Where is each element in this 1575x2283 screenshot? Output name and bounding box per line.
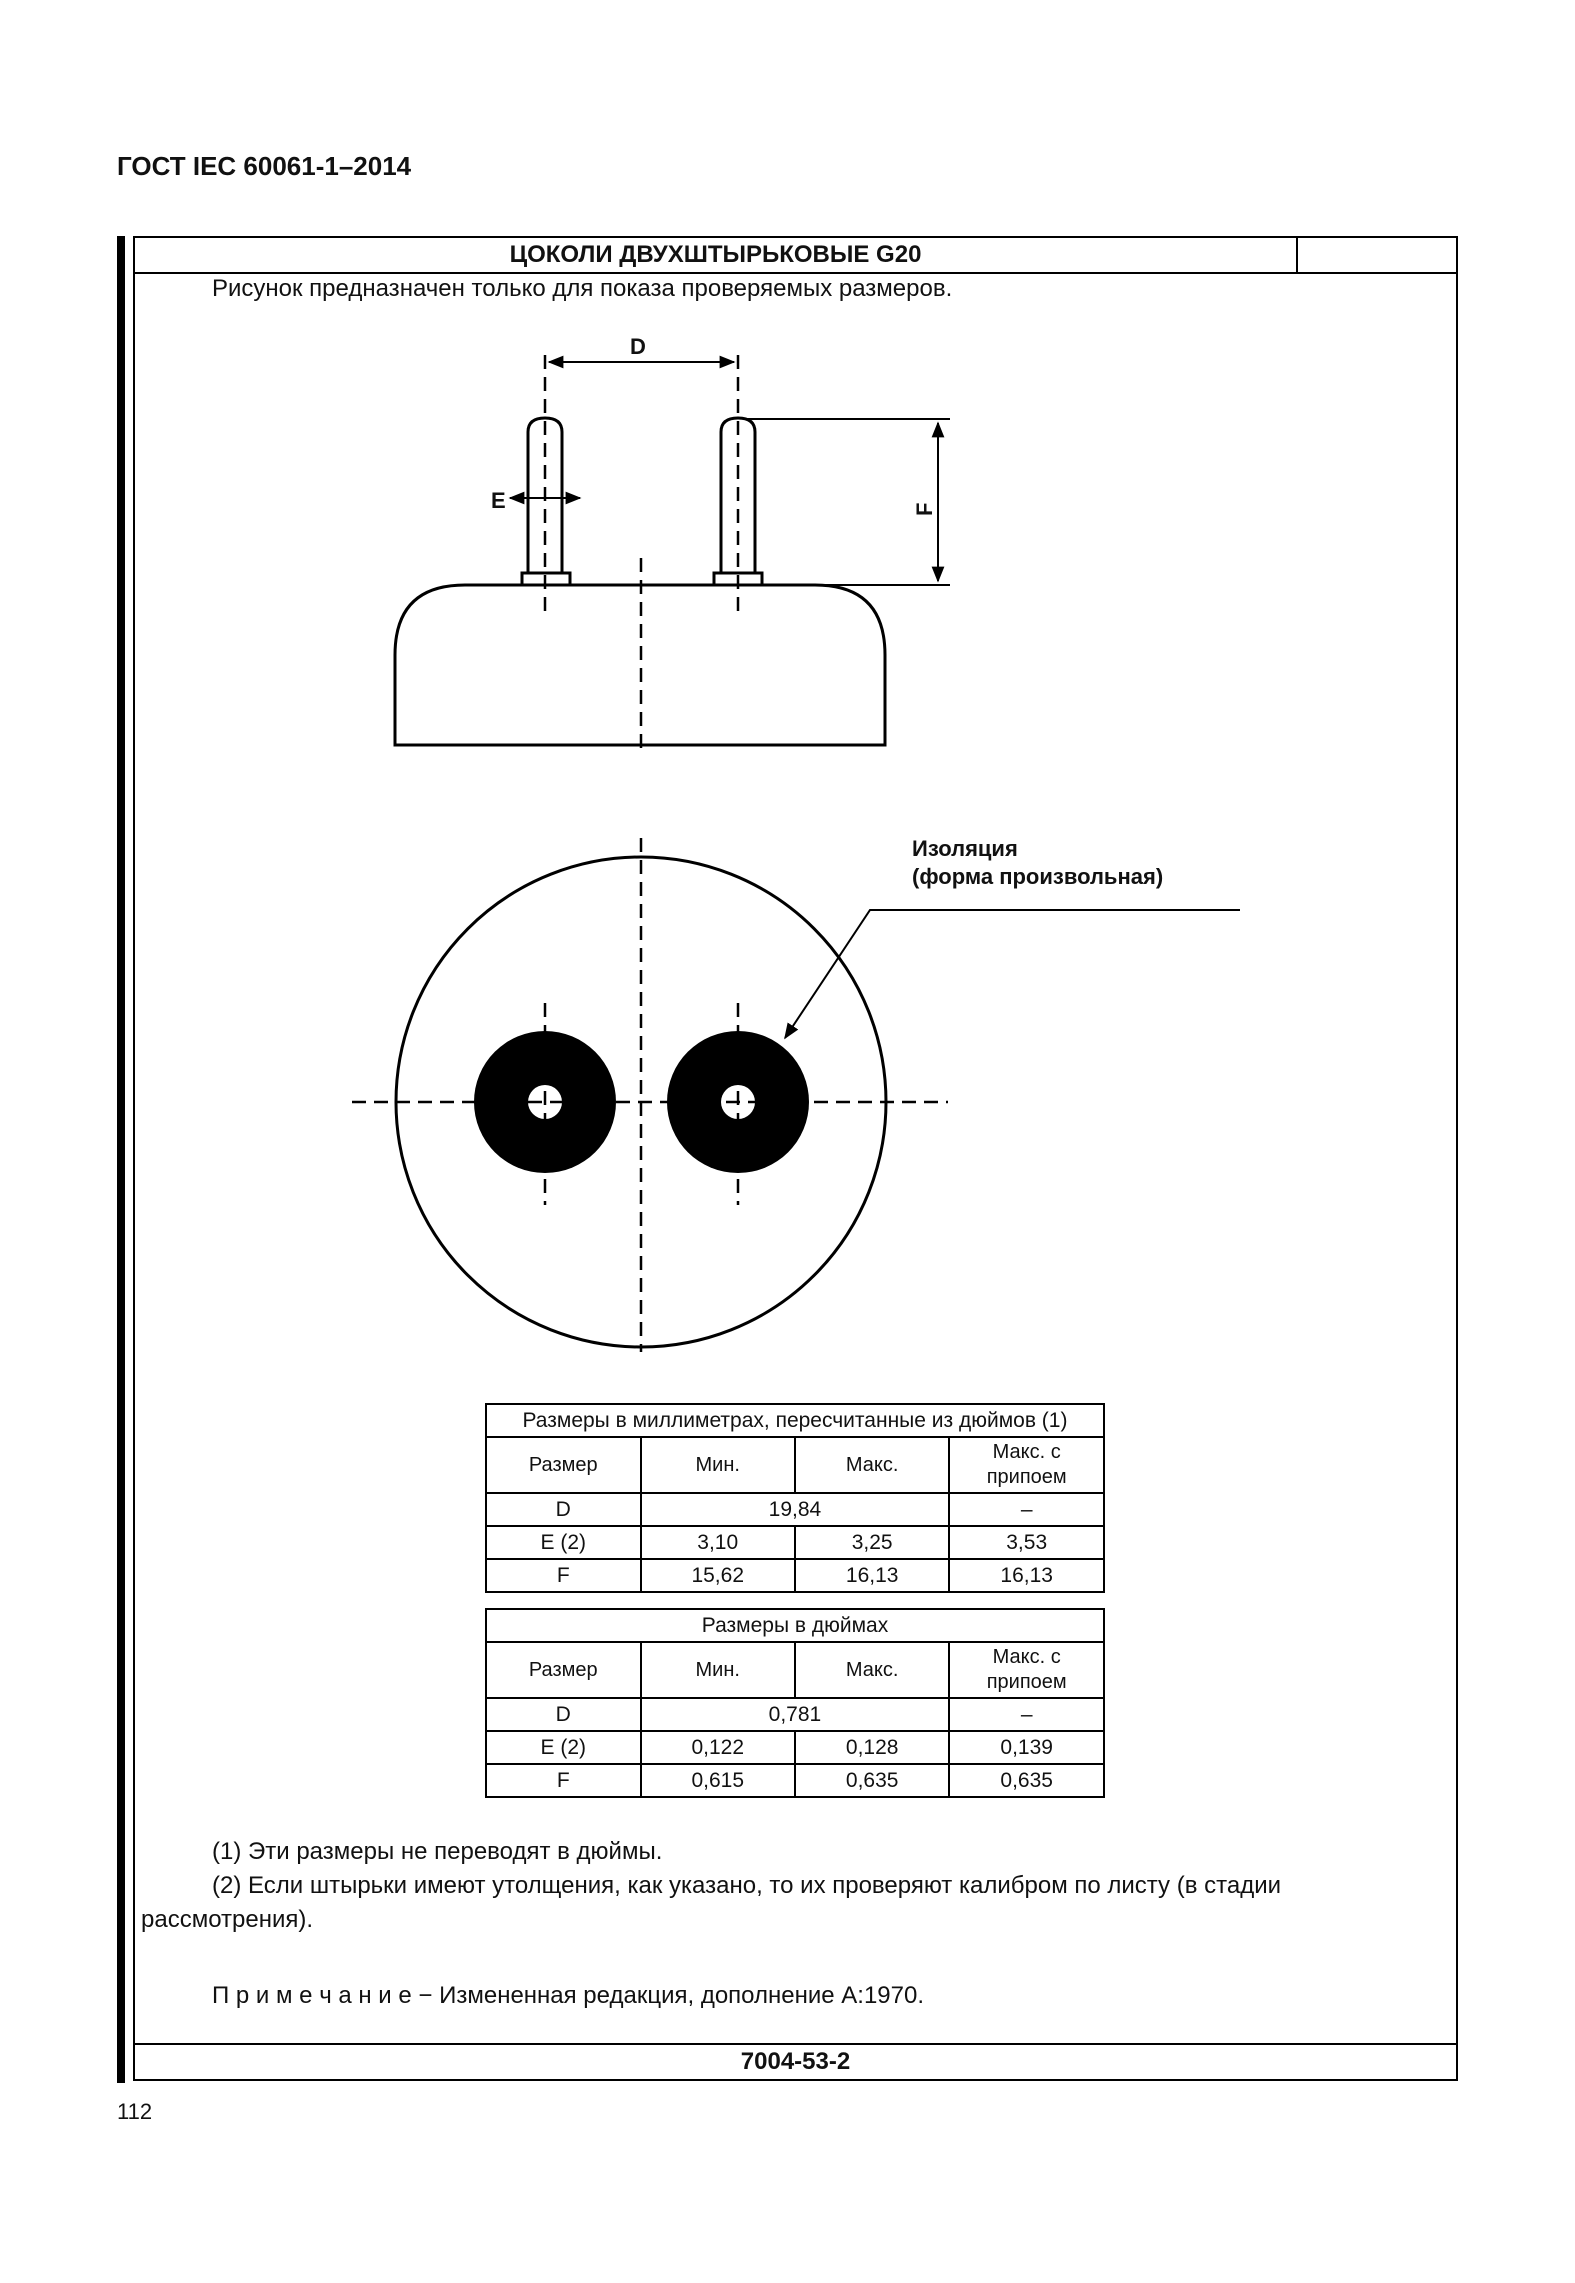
insulation-label-note: (форма произвольная) [912,864,1164,889]
table-cell: D [486,1698,641,1731]
table-row [486,1559,1104,1592]
table-cell: E (2) [486,1526,641,1559]
table-cell: 15,62 [641,1559,795,1592]
table-row [486,1698,1104,1731]
table-cell: F [486,1764,641,1797]
bottom-view [352,838,1240,1352]
table-cell: 3,10 [641,1526,795,1559]
table-row [486,1493,1104,1526]
table-mm-caption: Размеры в миллиметрах, пересчитанные из дюймов (1) [486,1404,1104,1437]
remark-label: П р и м е ч а н и е [212,1982,412,2009]
table-cell: F [486,1559,641,1592]
table-cell: 0,615 [641,1764,795,1797]
footnote-2-continued: рассмотрения). [141,1906,314,1933]
table-header: Мин. [641,1642,795,1698]
table-cell: 0,781 [641,1698,950,1731]
table-cell: 3,25 [795,1526,949,1559]
table-cell: 3,53 [949,1526,1104,1559]
table-header: Макс. [795,1642,949,1698]
label-e: E [491,488,506,513]
table-cell: – [949,1698,1104,1731]
table-cell: 0,139 [949,1731,1104,1764]
table-header: Макс. [795,1437,949,1493]
page-number: 112 [117,2099,153,2124]
insulation-label: Изоляция [912,836,1018,861]
table-header: Макс. с припоем [949,1437,1104,1493]
table-row [486,1764,1104,1797]
table-row [486,1731,1104,1764]
table-cell: E (2) [486,1731,641,1764]
table-header: Размер [486,1437,641,1493]
insulation-leader [785,910,1240,1038]
dimensions-table-inches [485,1608,1105,1798]
label-d: D [630,334,646,359]
table-row [486,1526,1104,1559]
table-cell: 16,13 [949,1559,1104,1592]
remark [212,1979,924,2013]
table-cell: 0,128 [795,1731,949,1764]
figure-caption: Рисунок предназначен только для показа проверяемых размеров. [212,275,953,302]
side-view [395,355,950,748]
dimensions-table-mm [485,1403,1105,1593]
table-header: Мин. [641,1437,795,1493]
table-cell: D [486,1493,641,1526]
table-cell: 0,122 [641,1731,795,1764]
footnote-2: (2) Если штырьки имеют утолщения, как указано, то их проверяют калибром по листу (в стадии [212,1872,1282,1899]
table-header: Размер [486,1642,641,1698]
table-cell: – [949,1493,1104,1526]
table-cell: 0,635 [795,1764,949,1797]
sheet-title: ЦОКОЛИ ДВУХШТЫРЬКОВЫЕ G20 [135,238,1298,272]
table-cell: 0,635 [949,1764,1104,1797]
table-cell: 16,13 [795,1559,949,1592]
label-f: F [912,502,937,516]
table-cell: 19,84 [641,1493,950,1526]
remark-text: − Измененная редакция, дополнение А:1970. [411,1982,924,2009]
table-in-caption: Размеры в дюймах [486,1609,1104,1642]
table-header: Макс. с припоем [949,1642,1104,1698]
sheet-code: 7004-53-2 [135,2043,1456,2079]
standard-designation: ГОСТ IEC 60061-1–2014 [117,151,412,181]
footnote-1: (1) Эти размеры не переводят в дюймы. [212,1838,663,1865]
